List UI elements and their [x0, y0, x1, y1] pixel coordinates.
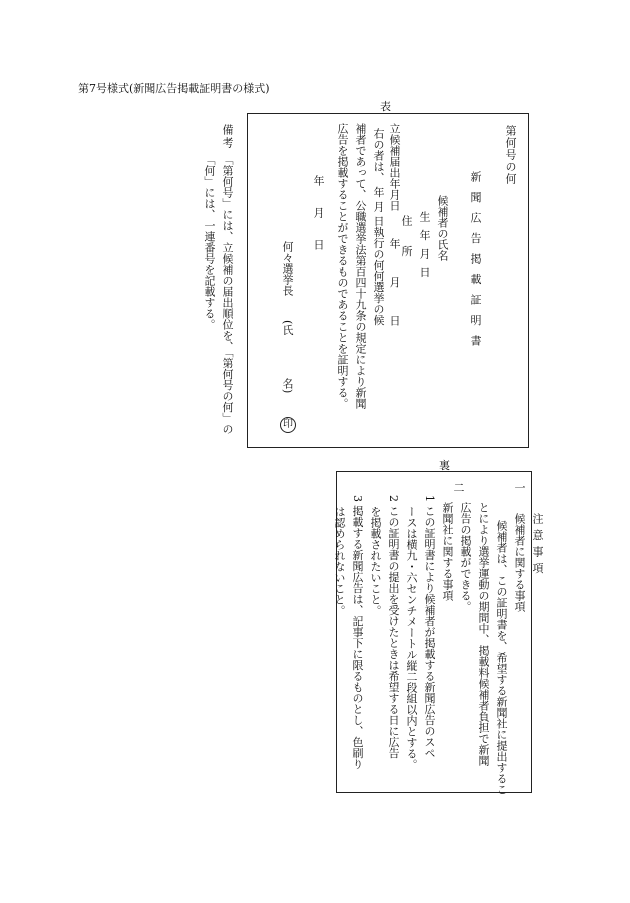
item2-sub3-line1: 3 掲載する新聞広告は、記事下に限るものとし、色刷り: [351, 495, 364, 770]
birthdate-label: 生 年 月 日: [418, 211, 431, 280]
item1-title: 候補者に関する事項: [513, 513, 526, 612]
item2-sub1-line2: ースは横九・六センチメートル縦二段組以内とする。: [405, 506, 418, 770]
item2-title: 新聞社に関する事項: [441, 502, 454, 601]
notes-heading: 注 意 事 項: [531, 513, 544, 575]
issuer-name-close: 名): [281, 378, 294, 394]
seal-wrapper: [280, 412, 296, 433]
issuer-title: 何々選挙長: [281, 241, 294, 296]
certificate-body-line1: 右の者は、 年 月 日執行の何何選挙の候: [372, 128, 385, 326]
remarks-heading: 備考: [221, 124, 234, 150]
remarks-line2: 「何」には、一連番号を記載する。: [203, 154, 216, 330]
item2-sub1-line1: 1 この証明書により候補者が掲載する新聞広告のスペ: [423, 495, 436, 759]
item2-sub3-line2: は認められないこと。: [333, 506, 346, 616]
back-label: 裏: [439, 459, 450, 472]
issue-date-month: 月: [312, 207, 325, 218]
issue-date-year: 年: [312, 175, 325, 186]
certificate-number-line: 第何号の何: [504, 125, 517, 185]
form-title: 第7号様式(新聞広告掲載証明書の様式): [78, 82, 270, 95]
address-label: 住 所: [400, 215, 413, 265]
remarks-line1: 「第何号」には、立候補の届出順位を、「第何号の何」の: [221, 154, 234, 435]
issuer-name-open: (氏: [281, 320, 294, 336]
issue-date-day: 日: [312, 239, 325, 250]
filing-date-blanks: 年 月 日: [388, 238, 401, 338]
item1-line3: 広告の掲載ができる。: [459, 502, 472, 612]
item2-sub2-line2: を掲載されたいこと。: [369, 506, 382, 616]
filing-date-label: 立候補届出年月日: [388, 123, 401, 211]
certificate-body-line3: 広告を掲載することができるものであることを証明する。: [336, 123, 349, 409]
item1-number: 一: [513, 482, 526, 493]
item2-sub2-line1: 2 この証明書の提出を受けたときは希望する日に広告: [387, 495, 400, 759]
seal-stamp: 印: [280, 417, 296, 433]
item2-number: 二: [452, 482, 465, 493]
certificate-body-line2: 補者であって、公職選挙法第百四十九条の規定により新聞: [354, 123, 367, 409]
front-label: 表: [380, 100, 391, 113]
candidate-name-label: 候補者の氏名: [436, 195, 449, 261]
item1-line2: とにより選挙運動の期間中、掲載料候補者負担で新聞: [477, 502, 490, 766]
certificate-title: 新 聞 広 告 掲 載 証 明 書: [469, 171, 482, 349]
item1-line1: 候補者は、この証明書を、希望する新聞社に提出するこ: [495, 520, 508, 795]
